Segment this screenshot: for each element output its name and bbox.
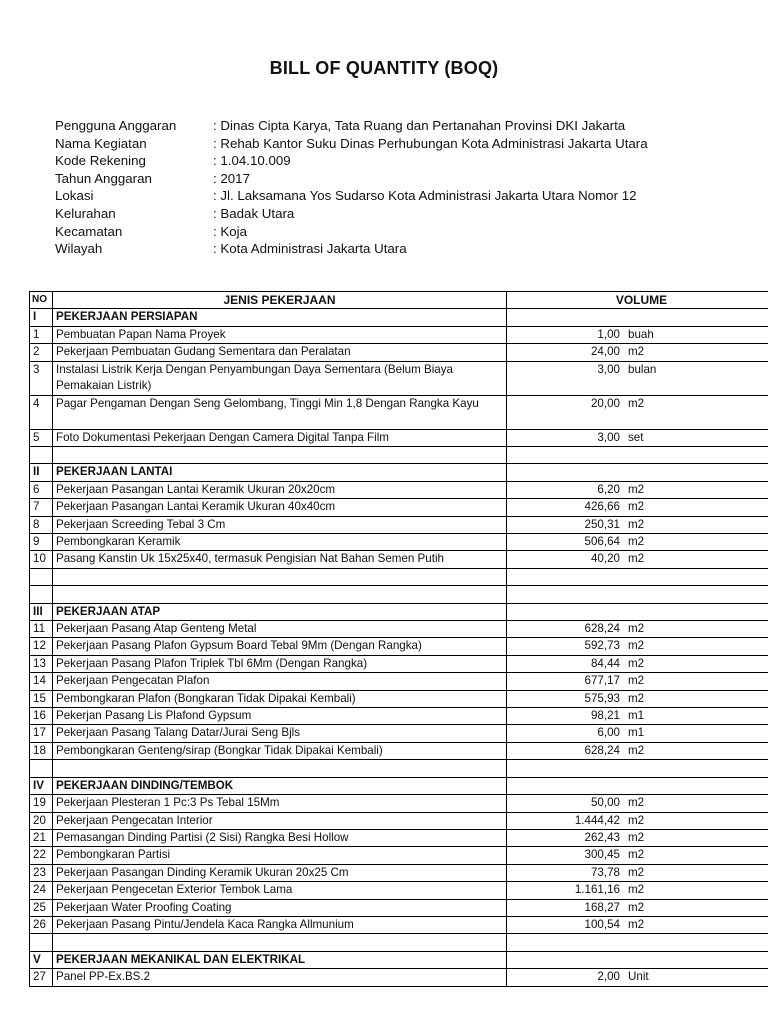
table-body — [30, 309, 768, 986]
cell-volume — [507, 429, 768, 446]
item-number: 20 — [30, 812, 53, 829]
item-description: Pekerjan Pasang Lis Plafond Gypsum — [53, 708, 507, 725]
item-description: Pekerjaan Plesteran 1 Pc:3 Ps Tebal 15Mm — [53, 795, 507, 812]
info-label: Wilayah — [55, 241, 103, 257]
cell-volume — [507, 551, 768, 568]
volume-quantity: 50,00 — [590, 796, 620, 810]
volume-wrap — [510, 517, 768, 533]
volume-unit: m2 — [628, 813, 645, 827]
volume-quantity: 3,00 — [597, 430, 620, 444]
item-number: 7 — [30, 499, 53, 516]
volume-unit: m2 — [628, 743, 645, 757]
cell-volume — [507, 934, 768, 951]
cell-volume — [507, 777, 768, 794]
volume-wrap — [510, 725, 768, 741]
cell-volume — [507, 586, 768, 603]
table-row — [30, 742, 768, 759]
info-label: Pengguna Anggaran — [55, 118, 177, 133]
item-description: Instalasi Listrik Kerja Dengan Penyambungan Daya Sementara (Belum Biaya Pemakaian Listrik) — [53, 361, 507, 395]
item-description: Pemasangan Dinding Partisi (2 Sisi) Rangka Besi Hollow — [53, 829, 507, 846]
blank-row — [30, 447, 768, 464]
volume-wrap — [510, 813, 768, 829]
item-description: Pekerjaan Pengecatan Interior — [53, 812, 507, 829]
cell-desc — [53, 760, 507, 777]
table-row — [30, 534, 768, 551]
table-row — [30, 795, 768, 812]
volume-wrap — [510, 344, 768, 360]
volume-wrap — [510, 673, 768, 689]
volume-unit: m2 — [628, 883, 645, 897]
project-info — [55, 117, 648, 258]
section-number: III — [30, 603, 53, 620]
volume-unit: set — [628, 430, 644, 444]
section-number: I — [30, 309, 53, 326]
info-value: : Rehab Kantor Suku Dinas Perhubungan Kota Administrasi Jakarta Utara — [213, 135, 648, 151]
table-row — [30, 882, 768, 899]
cell-volume — [507, 361, 768, 395]
item-description: Panel PP-Ex.BS.2 — [53, 969, 507, 986]
volume-wrap — [510, 795, 768, 811]
cell-volume — [507, 534, 768, 551]
header-jenis-pekerjaan: JENIS PEKERJAAN — [53, 292, 507, 309]
item-number: 19 — [30, 795, 53, 812]
volume-quantity: 628,24 — [584, 743, 620, 757]
volume-quantity: 100,54 — [584, 917, 620, 931]
item-number: 13 — [30, 655, 53, 672]
info-row-tahun-anggaran — [55, 170, 648, 188]
item-description: Pekerjaan Pasangan Lantai Keramik Ukuran 40x40cm — [53, 499, 507, 516]
volume-unit: m2 — [628, 865, 645, 879]
item-number: 12 — [30, 638, 53, 655]
cell-desc — [53, 447, 507, 464]
cell-volume — [507, 344, 768, 361]
volume-wrap — [510, 534, 768, 550]
volume-quantity: 426,66 — [584, 500, 620, 514]
cell-volume — [507, 395, 768, 429]
section-title: PEKERJAAN DINDING/TEMBOK — [53, 777, 507, 794]
volume-quantity: 3,00 — [597, 362, 620, 376]
cell-volume — [507, 742, 768, 759]
volume-unit: m2 — [628, 830, 645, 844]
item-description: Pekerjaan Pasang Plafon Gypsum Board Tebal 9Mm (Dengan Rangka) — [53, 638, 507, 655]
item-number: 1 — [30, 326, 53, 343]
info-value: : 2017 — [213, 170, 250, 186]
info-value: : Kota Administrasi Jakarta Utara — [213, 241, 407, 257]
cell-volume — [507, 795, 768, 812]
item-description: Pembongkaran Genteng/sirap (Bongkar Tidak Dipakai Kembali) — [53, 742, 507, 759]
item-description: Pekerjaan Pasang Talang Datar/Jurai Seng Bjls — [53, 725, 507, 742]
volume-quantity: 84,44 — [590, 656, 620, 670]
item-description: Pekerjaan Pasangan Lantai Keramik Ukuran 20x20cm — [53, 481, 507, 498]
info-row-kelurahan — [55, 205, 648, 223]
volume-quantity: 40,20 — [590, 552, 620, 566]
item-description: Pembongkaran Plafon (Bongkaran Tidak Dipakai Kembali) — [53, 690, 507, 707]
volume-quantity: 575,93 — [584, 691, 620, 705]
table-row — [30, 429, 768, 446]
item-description: Pekerjaan Pengecatan Plafon — [53, 673, 507, 690]
cell-volume — [507, 638, 768, 655]
volume-quantity: 506,64 — [584, 535, 620, 549]
info-row-lokasi — [55, 187, 648, 205]
item-number: 3 — [30, 361, 53, 395]
volume-unit: m2 — [628, 517, 645, 531]
volume-wrap — [510, 882, 768, 898]
item-number: 6 — [30, 481, 53, 498]
table-row — [30, 621, 768, 638]
item-number: 4 — [30, 395, 53, 429]
item-description: Pekerjaan Pasangan Dinding Keramik Ukuran 20x25 Cm — [53, 864, 507, 881]
volume-quantity: 628,24 — [584, 622, 620, 636]
volume-wrap — [510, 830, 768, 846]
volume-quantity: 300,45 — [584, 848, 620, 862]
cell-volume — [507, 951, 768, 968]
volume-wrap — [510, 482, 768, 498]
volume-unit: m2 — [628, 345, 645, 359]
cell-volume — [507, 655, 768, 672]
section-title: PEKERJAAN MEKANIKAL DAN ELEKTRIKAL — [53, 951, 507, 968]
cell-volume — [507, 516, 768, 533]
item-description: Pekerjaan Pasang Pintu/Jendela Kaca Rangka Allmunium — [53, 916, 507, 933]
volume-unit: Unit — [628, 970, 649, 984]
section-title: PEKERJAAN ATAP — [53, 603, 507, 620]
cell-desc — [53, 586, 507, 603]
blank-row — [30, 586, 768, 603]
volume-wrap — [510, 969, 768, 985]
item-description: Pembongkaran Keramik — [53, 534, 507, 551]
table-row — [30, 395, 768, 429]
table-row — [30, 812, 768, 829]
blank-row — [30, 568, 768, 585]
info-label: Kelurahan — [55, 205, 116, 221]
item-number: 16 — [30, 708, 53, 725]
volume-wrap — [510, 917, 768, 933]
volume-wrap — [510, 847, 768, 863]
volume-unit: m2 — [628, 848, 645, 862]
table-row — [30, 690, 768, 707]
volume-quantity: 250,31 — [584, 517, 620, 531]
item-description: Pasang Kanstin Uk 15x25x40, termasuk Pengisian Nat Bahan Semen Putih — [53, 551, 507, 568]
item-description: Pekerjaan Pasang Plafon Triplek Tbl 6Mm (Dengan Rangka) — [53, 655, 507, 672]
cell-volume — [507, 829, 768, 846]
volume-unit: m2 — [628, 796, 645, 810]
table-row — [30, 969, 768, 986]
item-description: Foto Dokumentasi Pekerjaan Dengan Camera Digital Tanpa Film — [53, 429, 507, 446]
cell-volume — [507, 882, 768, 899]
volume-unit: m1 — [628, 709, 645, 723]
volume-quantity: 6,00 — [597, 726, 620, 740]
table-row — [30, 708, 768, 725]
table-row — [30, 916, 768, 933]
cell-volume — [507, 725, 768, 742]
table-row — [30, 829, 768, 846]
cell-no — [30, 934, 53, 951]
volume-unit: m2 — [628, 900, 645, 914]
volume-unit: m2 — [628, 396, 645, 410]
item-number: 8 — [30, 516, 53, 533]
section-title: PEKERJAAN LANTAI — [53, 464, 507, 481]
item-description: Pekerjaan Pembuatan Gudang Sementara dan Peralatan — [53, 344, 507, 361]
section-row — [30, 603, 768, 620]
section-title: PEKERJAAN PERSIAPAN — [53, 309, 507, 326]
volume-unit: m2 — [628, 482, 645, 496]
volume-wrap — [510, 708, 768, 724]
section-row — [30, 951, 768, 968]
item-number: 11 — [30, 621, 53, 638]
table-row — [30, 638, 768, 655]
cell-volume — [507, 847, 768, 864]
info-row-kode-rekening — [55, 152, 648, 170]
volume-quantity: 1.444,42 — [574, 813, 620, 827]
volume-quantity: 677,17 — [584, 674, 620, 688]
table-row — [30, 551, 768, 568]
item-number: 27 — [30, 969, 53, 986]
document-title: BILL OF QUANTITY (BOQ) — [269, 58, 499, 78]
table-row — [30, 725, 768, 742]
table-row — [30, 516, 768, 533]
item-number: 25 — [30, 899, 53, 916]
volume-quantity: 6,20 — [597, 482, 620, 496]
info-value: : Badak Utara — [213, 205, 295, 221]
volume-quantity: 262,43 — [584, 830, 620, 844]
section-row — [30, 464, 768, 481]
section-number: V — [30, 951, 53, 968]
volume-wrap — [510, 327, 768, 343]
table-row — [30, 864, 768, 881]
volume-wrap — [510, 362, 768, 378]
volume-wrap — [510, 743, 768, 759]
item-number: 18 — [30, 742, 53, 759]
volume-wrap — [510, 691, 768, 707]
volume-quantity: 1,00 — [597, 327, 620, 341]
table-row — [30, 361, 768, 395]
volume-quantity: 24,00 — [590, 345, 620, 359]
table-row — [30, 673, 768, 690]
item-number: 2 — [30, 344, 53, 361]
volume-quantity: 2,00 — [597, 970, 620, 984]
volume-quantity: 73,78 — [590, 865, 620, 879]
cell-no — [30, 568, 53, 585]
item-number: 9 — [30, 534, 53, 551]
volume-quantity: 1.161,16 — [574, 883, 620, 897]
item-description: Pekerjaan Screeding Tebal 3 Cm — [53, 516, 507, 533]
item-number: 23 — [30, 864, 53, 881]
volume-wrap — [510, 551, 768, 567]
item-description: Pekerjaan Pengecetan Exterior Tembok Lama — [53, 882, 507, 899]
section-number: IV — [30, 777, 53, 794]
item-description: Pekerjaan Pasang Atap Genteng Metal — [53, 621, 507, 638]
table-row — [30, 344, 768, 361]
cell-volume — [507, 812, 768, 829]
volume-unit: m1 — [628, 726, 645, 740]
item-number: 24 — [30, 882, 53, 899]
item-description: Pembuatan Papan Nama Proyek — [53, 326, 507, 343]
cell-volume — [507, 899, 768, 916]
cell-volume — [507, 690, 768, 707]
boq-table — [29, 291, 768, 987]
cell-volume — [507, 499, 768, 516]
volume-wrap — [510, 638, 768, 654]
cell-no — [30, 760, 53, 777]
cell-no — [30, 586, 53, 603]
cell-desc — [53, 568, 507, 585]
item-description: Pagar Pengaman Dengan Seng Gelombang, Tinggi Min 1,8 Dengan Rangka Kayu — [53, 395, 507, 429]
item-number: 10 — [30, 551, 53, 568]
cell-volume — [507, 464, 768, 481]
cell-volume — [507, 916, 768, 933]
volume-quantity: 98,21 — [590, 709, 620, 723]
table-header-row — [30, 292, 768, 309]
info-label: Tahun Anggaran — [55, 170, 152, 186]
table-row — [30, 899, 768, 916]
info-row-nama-kegiatan — [55, 135, 648, 153]
item-number: 22 — [30, 847, 53, 864]
table-row — [30, 655, 768, 672]
volume-unit: m2 — [628, 639, 645, 653]
volume-unit: m2 — [628, 656, 645, 670]
info-label: Kecamatan — [55, 223, 123, 239]
volume-quantity: 20,00 — [590, 396, 620, 410]
volume-unit: m2 — [628, 500, 645, 514]
info-row-kecamatan — [55, 223, 648, 241]
cell-volume — [507, 969, 768, 986]
volume-unit: m2 — [628, 552, 645, 566]
volume-unit: m2 — [628, 917, 645, 931]
cell-volume — [507, 760, 768, 777]
cell-volume — [507, 673, 768, 690]
item-number: 17 — [30, 725, 53, 742]
item-description: Pembongkaran Partisi — [53, 847, 507, 864]
item-description: Pekerjaan Water Proofing Coating — [53, 899, 507, 916]
volume-quantity: 592,73 — [584, 639, 620, 653]
cell-volume — [507, 708, 768, 725]
info-value: : 1.04.10.009 — [213, 153, 291, 169]
cell-no — [30, 447, 53, 464]
item-number: 5 — [30, 429, 53, 446]
info-value: : Dinas Cipta Karya, Tata Ruang dan Pertanahan Provinsi DKI Jakarta — [213, 118, 626, 133]
table-row — [30, 847, 768, 864]
table-row — [30, 499, 768, 516]
cell-volume — [507, 568, 768, 585]
header-volume: VOLUME — [507, 292, 768, 309]
volume-quantity: 168,27 — [584, 900, 620, 914]
volume-unit: m2 — [628, 691, 645, 705]
volume-wrap — [510, 656, 768, 672]
info-label: Lokasi — [55, 188, 94, 204]
volume-wrap — [510, 396, 768, 412]
volume-wrap — [510, 430, 768, 446]
cell-volume — [507, 481, 768, 498]
cell-volume — [507, 603, 768, 620]
volume-wrap — [510, 865, 768, 881]
cell-volume — [507, 326, 768, 343]
info-value: : Koja — [213, 223, 248, 239]
item-number: 14 — [30, 673, 53, 690]
info-label: Nama Kegiatan — [55, 135, 147, 151]
table-row — [30, 326, 768, 343]
section-row — [30, 309, 768, 326]
item-number: 21 — [30, 829, 53, 846]
volume-unit: bulan — [628, 362, 657, 376]
volume-wrap — [510, 621, 768, 637]
volume-wrap — [510, 499, 768, 515]
cell-volume — [507, 864, 768, 881]
cell-desc — [53, 934, 507, 951]
section-number: II — [30, 464, 53, 481]
volume-unit: m2 — [628, 535, 645, 549]
volume-unit: m2 — [628, 674, 645, 688]
info-value: : Jl. Laksamana Yos Sudarso Kota Administrasi Jakarta Utara Nomor 12 — [213, 188, 637, 204]
blank-row — [30, 934, 768, 951]
info-label: Kode Rekening — [55, 153, 146, 169]
section-row — [30, 777, 768, 794]
table-row — [30, 481, 768, 498]
cell-volume — [507, 621, 768, 638]
info-row-pengguna-anggaran — [55, 117, 648, 135]
volume-wrap — [510, 900, 768, 916]
item-number: 26 — [30, 916, 53, 933]
blank-row — [30, 760, 768, 777]
header-no: NO — [30, 292, 53, 309]
volume-unit: buah — [628, 327, 654, 341]
cell-volume — [507, 447, 768, 464]
item-number: 15 — [30, 690, 53, 707]
info-row-wilayah — [55, 240, 648, 258]
volume-unit: m2 — [628, 622, 645, 636]
cell-volume — [507, 309, 768, 326]
